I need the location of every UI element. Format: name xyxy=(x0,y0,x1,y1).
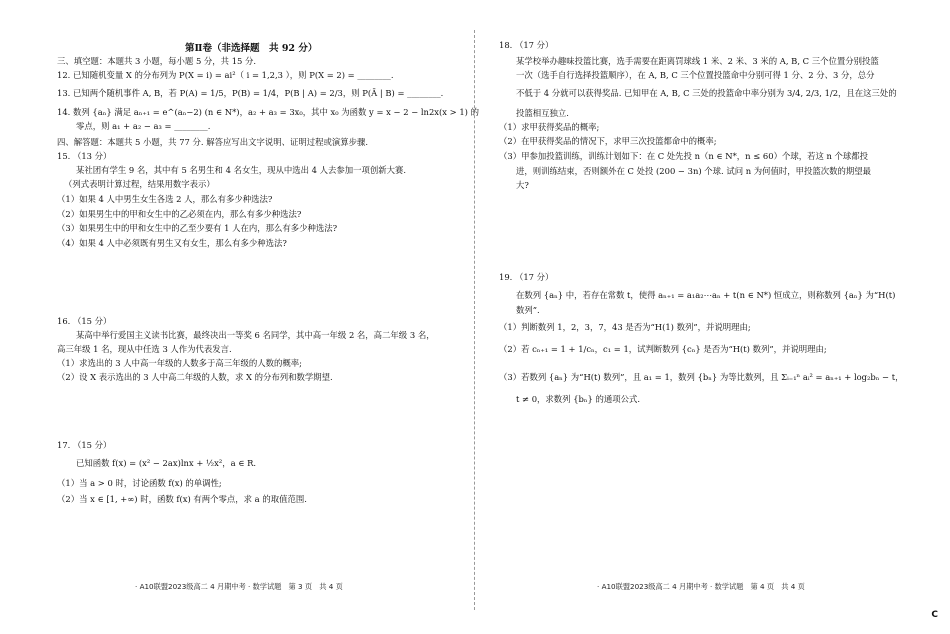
question-17-stem: 已知函数 f(x) = (x² − 2ax)lnx + ½x²，a ∈ R. xyxy=(76,458,257,468)
page-footer-right: · A10联盟2023级高二 4 月期中考 · 数学试题 第 4 页 共 4 页 xyxy=(597,582,805,591)
question-18-part-3-line-1: （3）甲参加投篮训练，训练计划如下：在 C 处先投 n（n ∈ N*，n ≤ 60）个球，若这 n 个球都投 xyxy=(499,151,869,161)
question-15-part-2: （2）如果男生中的甲和女生中的乙必须在内，那么有多少种选法? xyxy=(57,209,302,219)
question-12: 12. 已知随机变量 X 的分布列为 P(X = i) = ai²（ i = 1,2,3 ），则 P(X = 2) = ________. xyxy=(57,70,394,80)
question-16-part-1: （1）求选出的 3 人中高一年级的人数多于高三年级的人数的概率; xyxy=(57,358,302,368)
question-17-header: 17. （15 分） xyxy=(57,440,112,450)
fill-in-heading: 三、填空题：本题共 3 小题，每小题 5 分，共 15 分. xyxy=(57,56,257,66)
question-19-part-3-line-1: （3）若数列 {aₙ} 为“H(t) 数列”，且 a₁ = 1，数列 {bₙ} 为等比数列，且 Σᵢ₌₁ⁿ aᵢ² = aₙ₊₁ + log₂bₙ − t， xyxy=(499,372,904,382)
question-18-header: 18. （17 分） xyxy=(499,40,554,50)
question-19-part-3-line-2: t ≠ 0，求数列 {bₙ} 的通项公式. xyxy=(516,394,641,404)
question-18-part-3-line-3: 大? xyxy=(516,180,529,190)
question-18-part-2: （2）在甲获得奖品的情况下，求甲三次投篮都命中的概率; xyxy=(499,136,717,146)
question-16-stem-1: 某高中举行爱国主义读书比赛，最终决出一等奖 6 名同学，其中高一年级 2 名，高二年级 3 名， xyxy=(76,330,435,340)
question-17-part-1: （1）当 a > 0 时，讨论函数 f(x) 的单调性; xyxy=(57,478,222,488)
question-13: 13. 已知两个随机事件 A, B，若 P(A) = 1/5，P(B) = 1/4，P(B | A) = 2/3，则 P(Ā | B) = ________. xyxy=(57,88,444,98)
question-18-part-1: （1）求甲获得奖品的概率; xyxy=(499,122,600,132)
question-15-part-4: （4）如果 4 人中必须既有男生又有女生，那么有多少种选法? xyxy=(57,238,287,248)
question-19-part-1: （1）判断数列 1，2，3，7，43 是否为“H(1) 数列”，并说明理由; xyxy=(499,322,751,332)
corner-mark: C xyxy=(931,610,938,620)
question-15-header: 15. （13 分） xyxy=(57,151,112,161)
question-17-part-2: （2）当 x ∈ [1, +∞) 时，函数 f(x) 有两个零点，求 a 的取值范围. xyxy=(57,494,307,504)
question-18-stem-1: 某学校举办趣味投篮比赛，选手需要在距离罚球线 1 米、2 米、3 米的 A, B, C 三个位置分别投篮 xyxy=(516,56,879,66)
right-page xyxy=(475,0,950,634)
question-16-part-2: （2）设 X 表示选出的 3 人中高二年级的人数，求 X 的分布列和数学期望. xyxy=(57,372,333,382)
question-19-stem-1: 在数列 {aₙ} 中，若存在常数 t，使得 aₙ₊₁ = a₁a₂⋯aₙ + t(n ∈ N*) 恒成立，则称数列 {aₙ} 为“H(t) xyxy=(516,290,896,300)
question-19-stem-2: 数列”. xyxy=(516,305,540,315)
question-18-stem-3: 不低于 4 分就可以获得奖品. 已知甲在 A, B, C 三处的投篮命中率分别为 3/4, 2/3, 1/2，且在这三处的 xyxy=(516,88,897,98)
section-title: 第Ⅱ卷（非选择题 共 92 分） xyxy=(185,43,318,54)
question-14-line-1: 14. 数列 {aₙ} 满足 aₙ₊₁ = e^(aₙ−2) (n ∈ N*)，a₂ + a₃ = 3x₀，其中 x₀ 为函数 y = x − 2 − ln2x(x > 1) 的 xyxy=(57,107,479,117)
answer-section-heading: 四、解答题：本题共 5 小题，共 77 分. 解答应写出文字说明、证明过程或演算步骤. xyxy=(57,137,368,147)
question-14-line-2: 零点，则 a₁ + a₂ − a₃ = ________. xyxy=(76,121,211,131)
question-15-stem-2: （列式表明计算过程，结果用数字表示） xyxy=(64,179,215,189)
question-15-stem-1: 某社团有学生 9 名，其中有 5 名男生和 4 名女生，现从中选出 4 人去参加一项创新大赛. xyxy=(76,165,407,175)
question-16-header: 16. （15 分） xyxy=(57,316,112,326)
page-footer-left: · A10联盟2023级高二 4 月期中考 · 数学试题 第 3 页 共 4 页 xyxy=(135,582,343,591)
question-18-stem-2: 一次（选手自行选择投篮顺序），在 A, B, C 三个位置投篮命中分别可得 1 分、2 分、3 分，总分 xyxy=(516,70,875,80)
question-18-stem-4: 投篮相互独立. xyxy=(516,108,569,118)
question-18-part-3-line-2: 进，则训练结束，否则额外在 C 处投 (200 − 3n) 个球. 试问 n 为何值时，甲投篮次数的期望最 xyxy=(516,166,872,176)
question-15-part-1: （1）如果 4 人中男生女生各选 2 人，那么有多少种选法? xyxy=(57,194,273,204)
question-19-header: 19. （17 分） xyxy=(499,272,554,282)
question-19-part-2: （2）若 cₙ₊₁ = 1 + 1/cₙ，c₁ = 1，试判断数列 {cₙ} 是否为“H(t) 数列”，并说明理由; xyxy=(499,344,827,354)
question-16-stem-2: 高三年级 1 名，现从中任选 3 人作为代表发言. xyxy=(57,344,232,354)
question-15-part-3: （3）如果男生中的甲和女生中的乙至少要有 1 人在内，那么有多少种选法? xyxy=(57,223,338,233)
